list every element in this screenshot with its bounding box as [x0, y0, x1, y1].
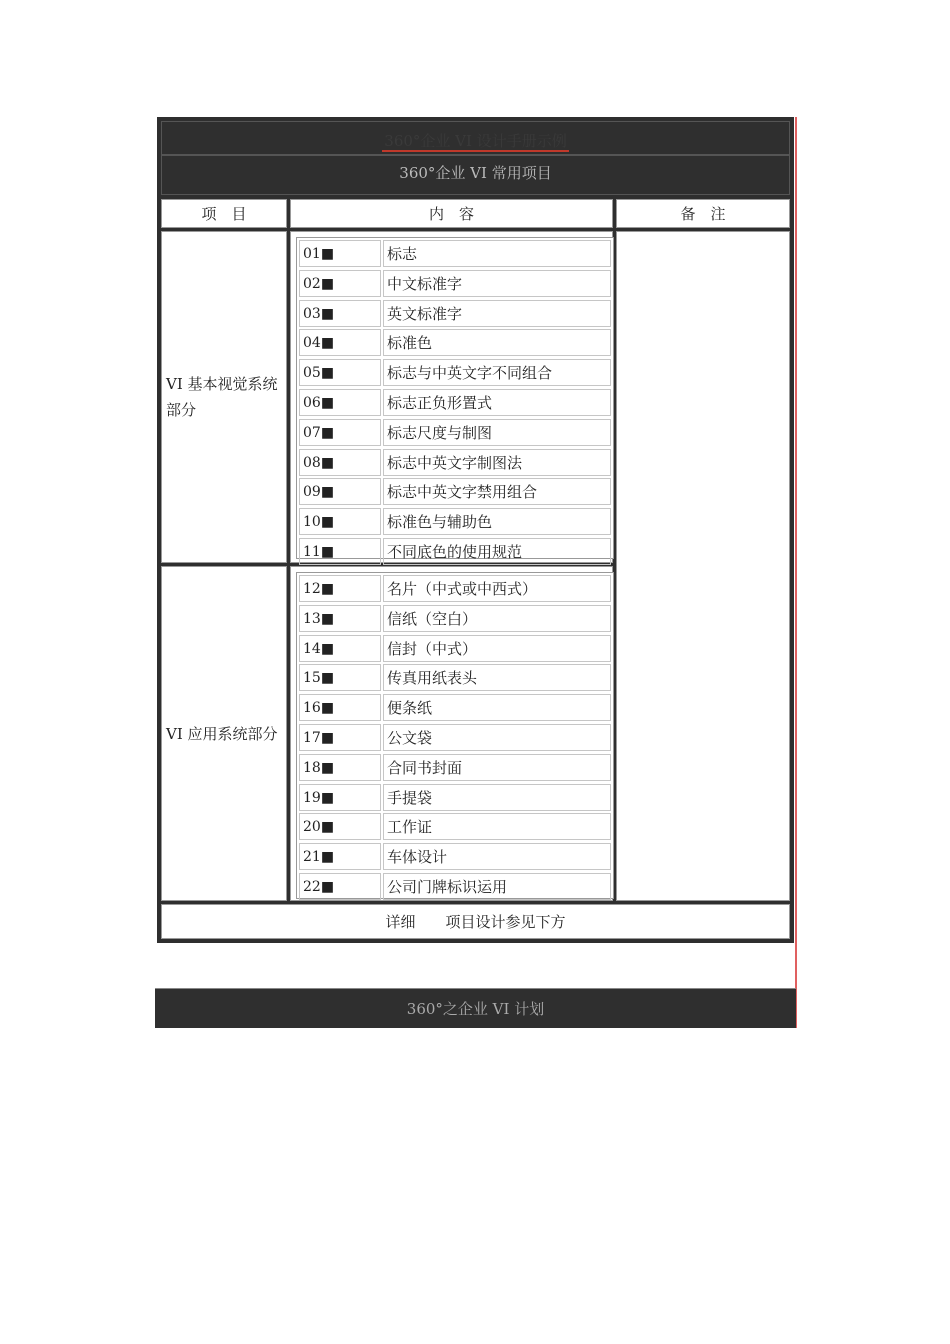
category-application-system: VI 应用系统部分 [161, 566, 287, 901]
list-item [299, 784, 611, 811]
list-item [299, 605, 611, 632]
item-number: 12■ [299, 575, 381, 602]
item-text: 标志正负形置式 [383, 389, 611, 416]
header-item: 项 目 [161, 199, 287, 228]
item-number: 15■ [299, 664, 381, 691]
item-text: 中文标准字 [383, 270, 611, 297]
list-item [299, 873, 611, 900]
list-item [299, 538, 611, 565]
list-item [299, 240, 611, 267]
item-number: 02■ [299, 270, 381, 297]
item-number: 17■ [299, 724, 381, 751]
header-note: 备 注 [616, 199, 790, 228]
list-item [299, 329, 611, 356]
item-text: 公文袋 [383, 724, 611, 751]
list-item [299, 300, 611, 327]
basic-items-list [296, 237, 614, 559]
category-basic-system: VI 基本视觉系统部分 [161, 231, 287, 563]
bottom-section-title: 360°之企业 VI 计划 [155, 988, 796, 1028]
item-text: 手提袋 [383, 784, 611, 811]
item-text: 标志与中英文字不同组合 [383, 359, 611, 386]
table-title: 360°企业 VI 设计手册示例 [161, 121, 790, 155]
list-item [299, 359, 611, 386]
section-basic-content [290, 231, 613, 563]
item-number: 07■ [299, 419, 381, 446]
application-items-list [296, 572, 614, 899]
item-text: 标准色 [383, 329, 611, 356]
item-text: 英文标准字 [383, 300, 611, 327]
item-text: 标准色与辅助色 [383, 508, 611, 535]
item-number: 11■ [299, 538, 381, 565]
note-column [616, 231, 790, 901]
header-content: 内 容 [290, 199, 613, 228]
table-subtitle: 360°企业 VI 常用项目 [161, 155, 790, 195]
item-text: 信纸（空白） [383, 605, 611, 632]
item-number: 18■ [299, 754, 381, 781]
list-item [299, 843, 611, 870]
footer-note: 项目设计参见下方 [445, 913, 566, 931]
item-text: 不同底色的使用规范 [383, 538, 611, 565]
footer-detail: 详细 [385, 913, 416, 931]
list-item [299, 724, 611, 751]
margin-rule [795, 117, 797, 1028]
item-number: 21■ [299, 843, 381, 870]
item-text: 信封（中式） [383, 635, 611, 662]
item-number: 08■ [299, 449, 381, 476]
item-number: 16■ [299, 694, 381, 721]
item-number: 14■ [299, 635, 381, 662]
item-text: 合同书封面 [383, 754, 611, 781]
list-item [299, 508, 611, 535]
item-text: 标志中英文字制图法 [383, 449, 611, 476]
item-text: 传真用纸表头 [383, 664, 611, 691]
item-number: 04■ [299, 329, 381, 356]
list-item [299, 694, 611, 721]
vi-table [157, 117, 794, 943]
item-number: 13■ [299, 605, 381, 632]
item-number: 09■ [299, 478, 381, 505]
list-item [299, 635, 611, 662]
item-number: 22■ [299, 873, 381, 900]
list-item [299, 419, 611, 446]
list-item [299, 575, 611, 602]
list-item [299, 270, 611, 297]
list-item [299, 478, 611, 505]
item-text: 便条纸 [383, 694, 611, 721]
list-item [299, 664, 611, 691]
table-footer [161, 904, 790, 939]
item-text: 工作证 [383, 813, 611, 840]
item-text: 标志尺度与制图 [383, 419, 611, 446]
section-application-content [290, 566, 613, 901]
item-text: 标志中英文字禁用组合 [383, 478, 611, 505]
list-item [299, 449, 611, 476]
item-text: 名片（中式或中西式） [383, 575, 611, 602]
item-number: 05■ [299, 359, 381, 386]
item-number: 06■ [299, 389, 381, 416]
item-number: 01■ [299, 240, 381, 267]
item-text: 标志 [383, 240, 611, 267]
item-text: 车体设计 [383, 843, 611, 870]
item-text: 公司门牌标识运用 [383, 873, 611, 900]
item-number: 20■ [299, 813, 381, 840]
list-item [299, 813, 611, 840]
list-item [299, 389, 611, 416]
item-number: 19■ [299, 784, 381, 811]
list-item [299, 754, 611, 781]
item-number: 10■ [299, 508, 381, 535]
item-number: 03■ [299, 300, 381, 327]
